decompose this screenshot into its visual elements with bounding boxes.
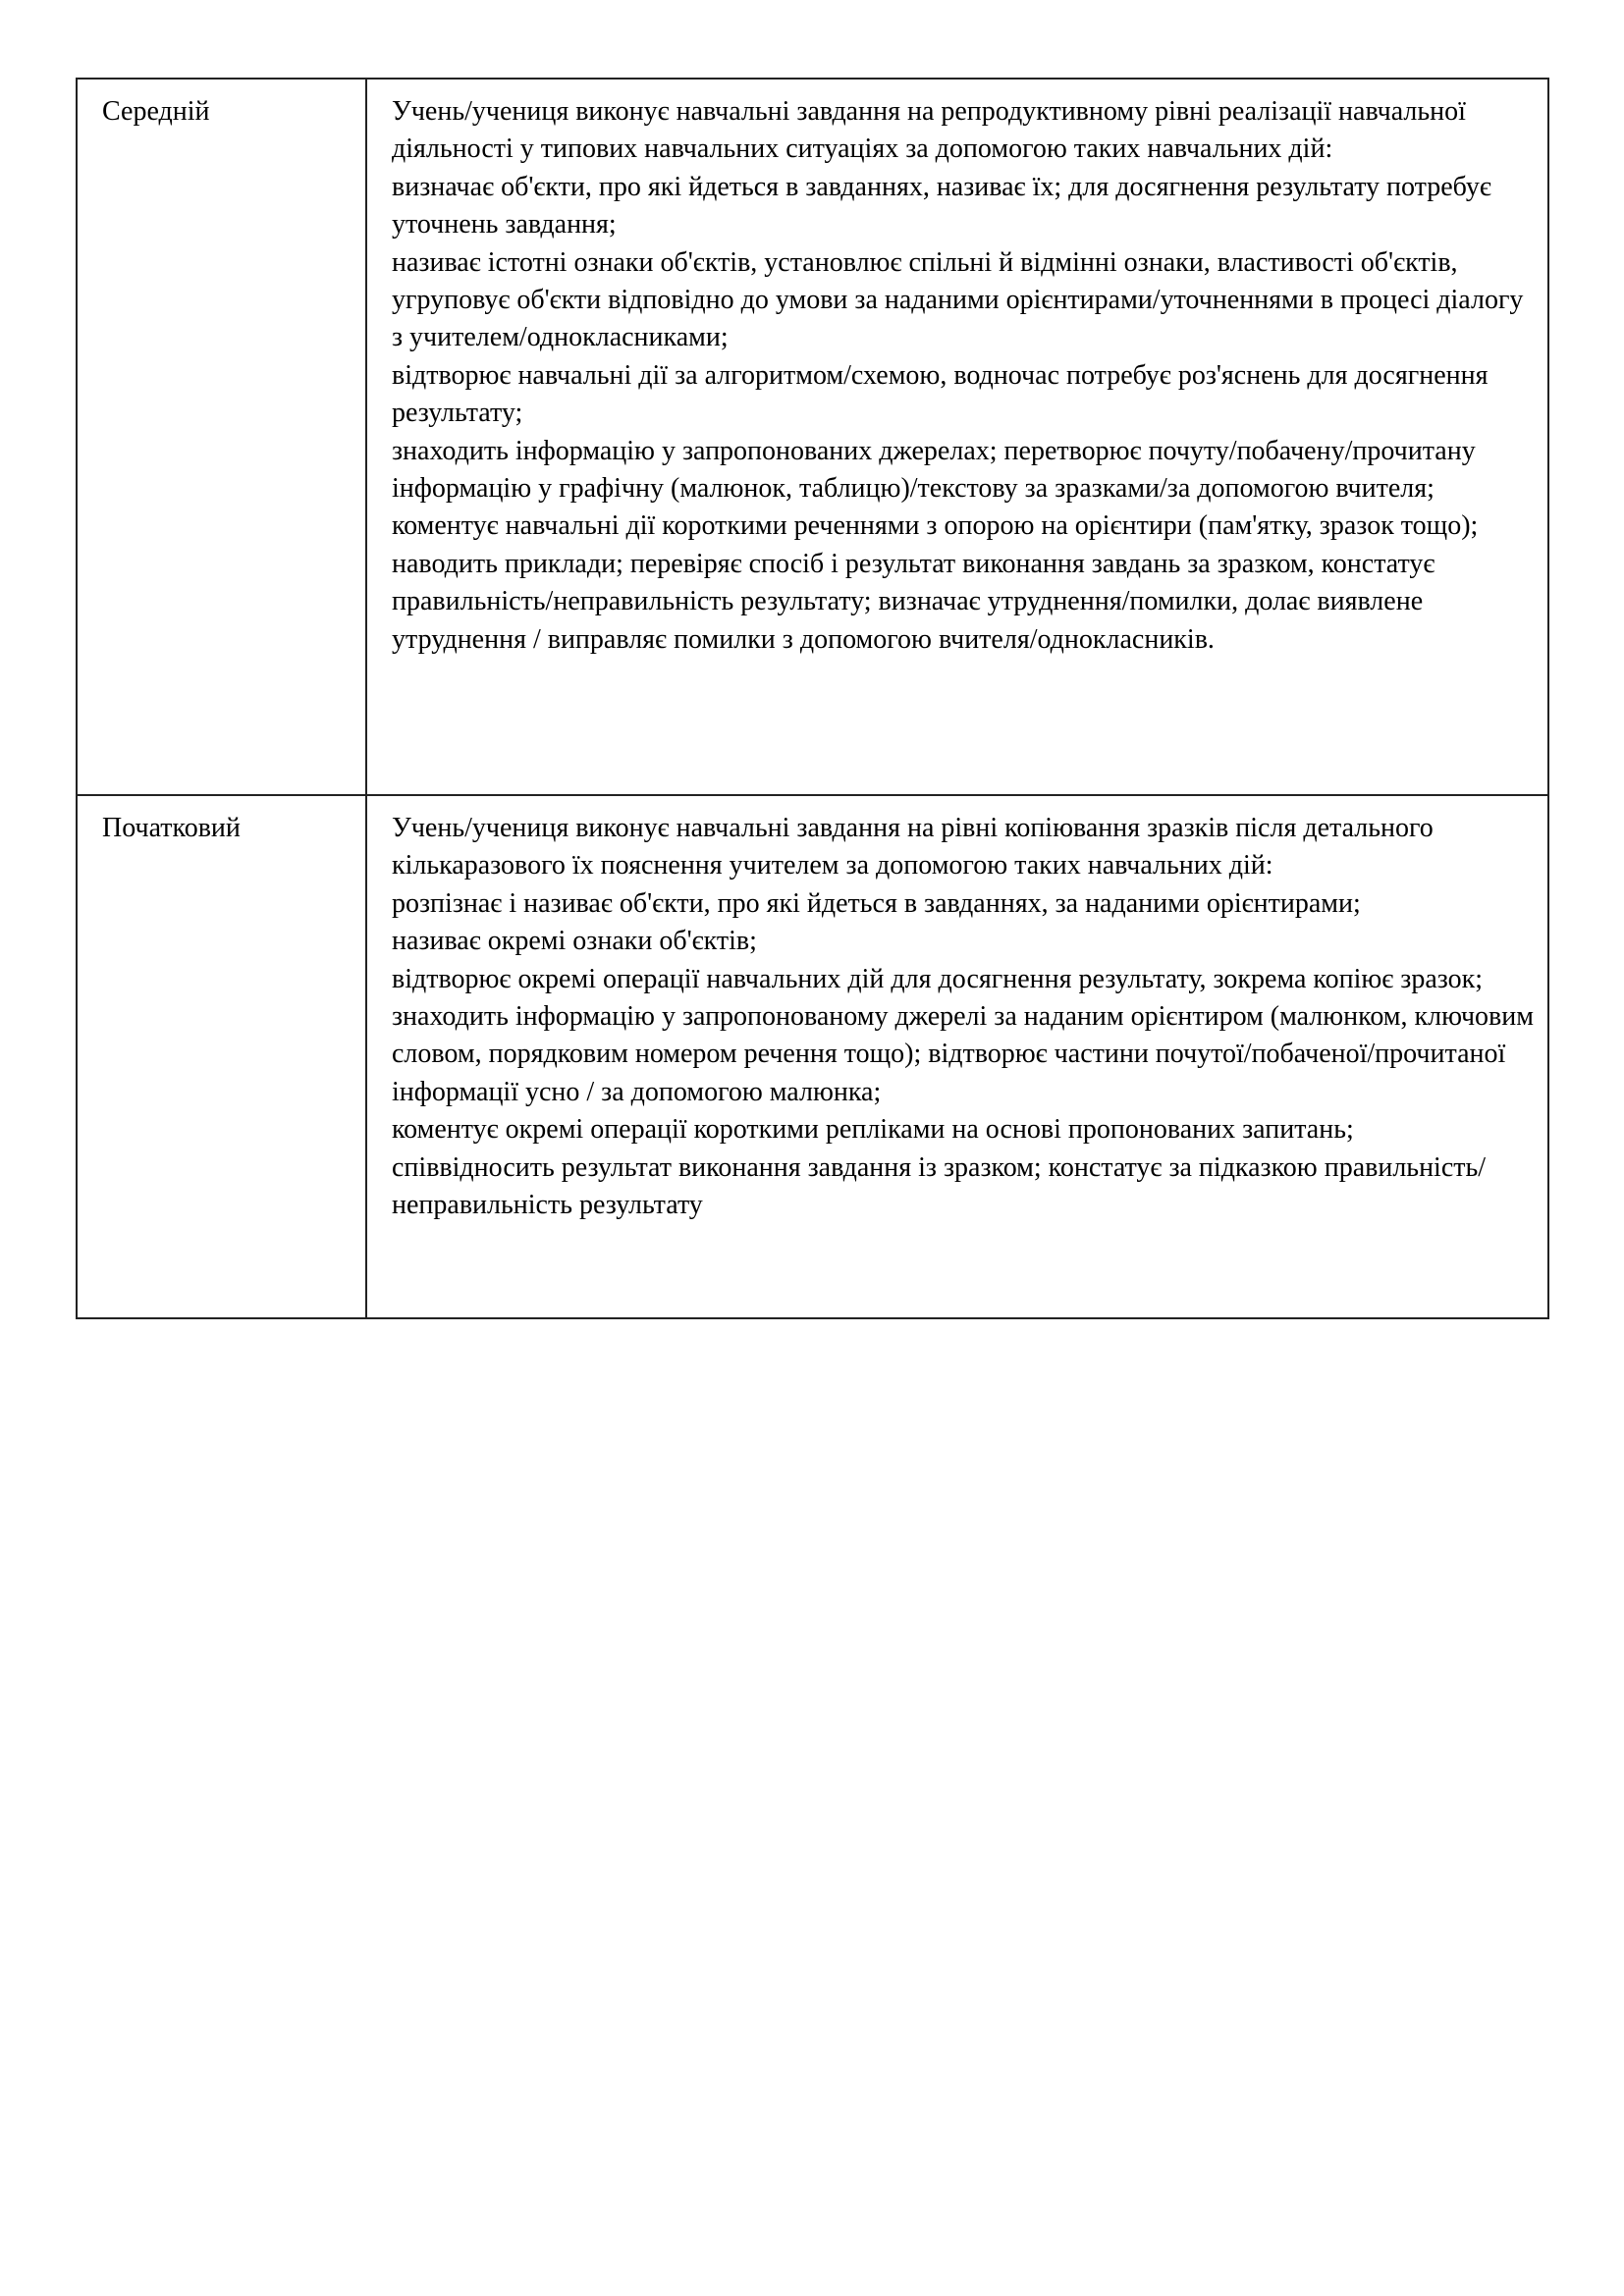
level-cell: [77, 79, 366, 795]
description-cell: [366, 795, 1548, 1318]
description-paragraph: знаходить інформацію у запропонованих джерелах; перетворює почуту/побачену/прочитану інформацію у графічну (малюнок, таблицю)/текстову за зразками/за допомогою вчителя;: [392, 435, 1476, 505]
description-paragraph: Учень/учениця виконує навчальні завдання на рівні копіювання зразків після детального кількаразового їх пояснення учителем за допомогою таких навчальних дій:: [392, 813, 1434, 881]
table-row-intermediate-level: [77, 79, 1548, 795]
description-paragraph: називає істотні ознаки об'єктів, установлює спільні й відмінні ознаки, властивості об'єктів, угруповує об'єкти відповідно до умови за наданими орієнтирами/уточненнями в процесі діалогу з учителем/однокласниками;: [392, 246, 1524, 353]
description-paragraph: розпізнає і називає об'єкти, про які йдеться в завданнях, за наданими орієнтирами;: [392, 887, 1361, 919]
description-paragraph: коментує окремі операції короткими репліками на основі пропонованих запитань;: [392, 1114, 1354, 1146]
level-name: Початковий: [102, 813, 241, 843]
level-name: Середній: [102, 96, 210, 127]
description-paragraph: визначає об'єкти, про які йдеться в завданнях, називає їх; для досягнення результату потребує уточнень завдання;: [392, 171, 1491, 240]
description-paragraph: співвідносить результат виконання завдання із зразком; констатує за підказкою правильність/неправильність результату: [392, 1151, 1487, 1221]
table-row-initial-level: [77, 795, 1548, 1318]
description-paragraph: коментує навчальні дії короткими реченнями з опорою на орієнтири (пам'ятку, зразок тощо); наводить приклади; перевіряє спосіб і результат виконання завдань за зразком, констатує правильність/неправильність результату; визначає утруднення/помилки, долає виявлене утруднення / виправляє помилки з допомогою вчителя/однокласників.: [392, 510, 1479, 655]
assessment-criteria-table: [76, 78, 1549, 1319]
description-paragraph: Учень/учениця виконує навчальні завдання на репродуктивному рівні реалізації навчальної діяльності у типових навчальних ситуаціях за допомогою таких навчальних дій:: [392, 96, 1466, 165]
description-paragraph: знаходить інформацію у запропонованому джерелі за наданим орієнтиром (малюнком, ключовим словом, порядковим номером речення тощо); відтворює частини почутої/побаченої/прочитаної інформації усно / за допомогою малюнка;: [392, 1001, 1534, 1107]
description-paragraph: відтворює окремі операції навчальних дій для досягнення результату, зокрема копіює зразок;: [392, 963, 1484, 994]
description-paragraph: називає окремі ознаки об'єктів;: [392, 926, 757, 957]
description-cell: [366, 79, 1548, 795]
description-paragraph: відтворює навчальні дії за алгоритмом/схемою, водночас потребує роз'яснень для досягнення результату;: [392, 359, 1489, 429]
level-cell: [77, 795, 366, 1318]
